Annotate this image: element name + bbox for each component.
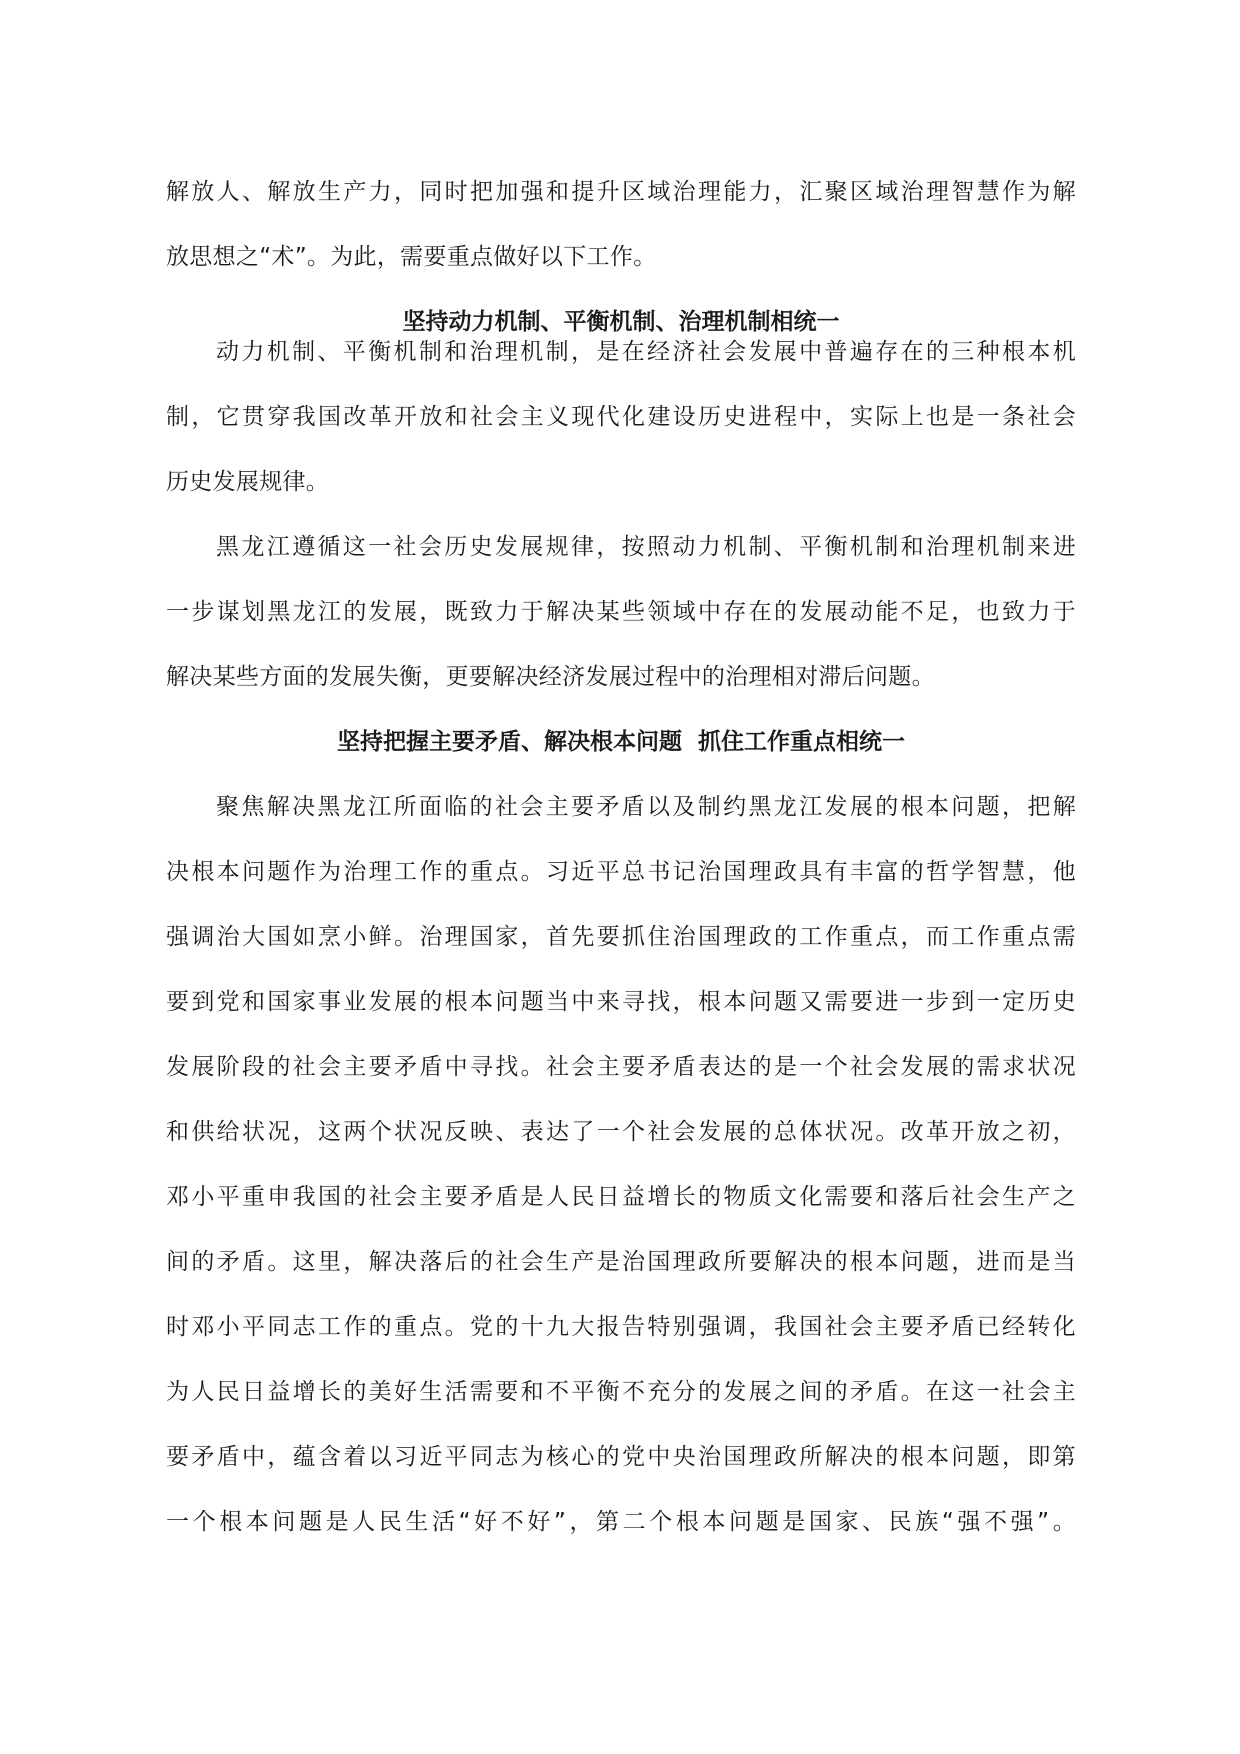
text-line: 制，它贯穿我国改革开放和社会主义现代化建设历史进程中，实际上也是一条社会 — [166, 404, 1076, 430]
paragraph-heilongjiang-development — [166, 515, 1076, 710]
text-line: 解决某些方面的发展失衡，更要解决经济发展过程中的治理相对滞后问题。 — [166, 664, 935, 690]
text-line: 和供给状况，这两个状况反映、表达了一个社会发展的总体状况。改革开放之初， — [166, 1119, 1076, 1145]
text-line: 聚焦解决黑龙江所面临的社会主要矛盾以及制约黑龙江发展的根本问题，把解 — [216, 794, 1076, 820]
text-line: 历史发展规律。 — [166, 469, 330, 495]
text-line: 要矛盾中，蕴含着以习近平同志为核心的党中央治国理政所解决的根本问题，即第 — [166, 1444, 1076, 1470]
text-line: 强调治大国如烹小鲜。治理国家，首先要抓住治国理政的工作重点，而工作重点需 — [166, 924, 1076, 950]
paragraph-mechanisms-definition — [166, 320, 1076, 515]
text-line: 邓小平重申我国的社会主要矛盾是人民日益增长的物质文化需要和落后社会生产之 — [166, 1184, 1076, 1210]
text-line: 时邓小平同志工作的重点。党的十九大报告特别强调，我国社会主要矛盾已经转化 — [166, 1314, 1076, 1340]
text-line: 一步谋划黑龙江的发展，既致力于解决某些领域中存在的发展动能不足，也致力于 — [166, 599, 1076, 625]
text-line: 动力机制、平衡机制和治理机制，是在经济社会发展中普遍存在的三种根本机 — [216, 339, 1076, 365]
paragraph-intro-continuation — [166, 160, 1076, 290]
section-heading-mechanisms: 坚持动力机制、平衡机制、治理机制相统一 — [402, 309, 840, 335]
text-line: 间的矛盾。这里，解决落后的社会生产是治国理政所要解决的根本问题，进而是当 — [166, 1249, 1076, 1275]
text-line: 解放人、解放生产力，同时把加强和提升区域治理能力，汇聚区域治理智慧作为解 — [166, 179, 1076, 205]
text-line: 为人民日益增长的美好生活需要和不平衡不充分的发展之间的矛盾。在这一社会主 — [166, 1379, 1076, 1405]
text-line: 黑龙江遵循这一社会历史发展规律，按照动力机制、平衡机制和治理机制来进 — [216, 534, 1076, 560]
text-line: 发展阶段的社会主要矛盾中寻找。社会主要矛盾表达的是一个社会发展的需求状况 — [166, 1054, 1076, 1080]
text-line: 一个根本问题是人民生活“好不好”，第二个根本问题是国家、民族“强不强”。 — [166, 1509, 1076, 1535]
text-line: 要到党和国家事业发展的根本问题当中来寻找，根本问题又需要进一步到一定历史 — [166, 989, 1076, 1015]
text-line: 放思想之“术”。为此，需要重点做好以下工作。 — [166, 244, 657, 270]
section-heading-principal-contradiction: 坚持把握主要矛盾、解决根本问题 抓住工作重点相统一 — [336, 729, 905, 755]
paragraph-principal-contradiction — [166, 775, 1076, 1555]
text-line: 决根本问题作为治理工作的重点。习近平总书记治国理政具有丰富的哲学智慧，他 — [166, 859, 1076, 885]
